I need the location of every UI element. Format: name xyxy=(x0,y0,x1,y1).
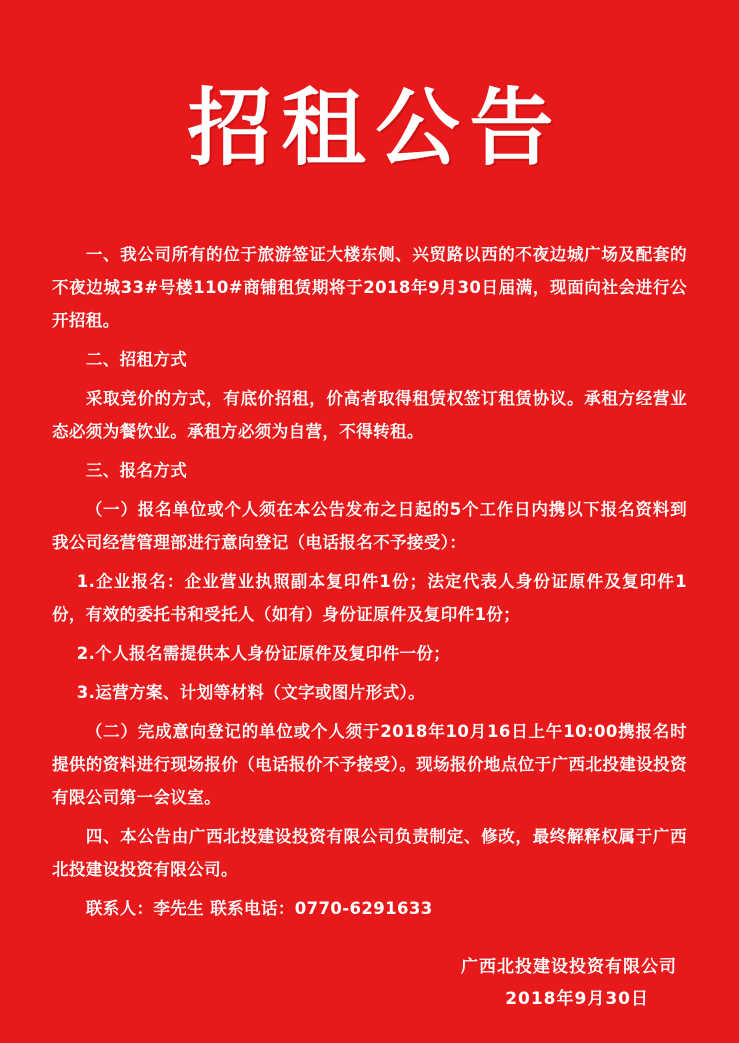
paragraph-7-item2: 2.个人报名需提供本人身份证原件及复印件一份； xyxy=(76,644,451,663)
announcement-body xyxy=(52,238,687,925)
paragraph-4-heading: 三、报名方式 xyxy=(85,461,188,480)
paragraph-10: 四、本公告由广西北投建设投资有限公司负责制定、修改，最终解释权属于广西北投建设投资有限公司。 xyxy=(52,827,687,879)
paragraph-9: （二）完成意向登记的单位或个人须于2018年10月16日上午10:00携报名时提供的资料进行现场报价（电话报价不予接受）。现场报价地点位于广西北投建设投资有限公司第一会议室。 xyxy=(52,722,687,807)
paragraph-6-item1: 1.企业报名：企业营业执照副本复印件1份；法定代表人身份证原件及复印件1份，有效的委托书和受托人（如有）身份证原件及复印件1份； xyxy=(52,572,687,624)
paragraph-5: （一）报名单位或个人须在本公告发布之日起的5个工作日内携以下报名资料到我公司经营管理部进行意向登记（电话报名不予接受）： xyxy=(52,500,687,552)
paragraph-3: 采取竞价的方式，有底价招租，价高者取得租赁权签订租赁协议。承租方经营业态必须为餐饮业。承租方必须为自营，不得转租。 xyxy=(52,389,687,441)
contact-line: 联系人：李先生 联系电话：0770-6291633 xyxy=(85,899,433,918)
paragraph-8-item3: 3.运营方案、计划等材料（文字或图片形式）。 xyxy=(76,683,426,702)
paragraph-2-heading: 二、招租方式 xyxy=(85,350,188,369)
paragraph-1: 一、我公司所有的位于旅游签证大楼东侧、兴贸路以西的不夜边城广场及配套的不夜边城33#号楼110#商铺租赁期将于2018年9月30日届满，现面向社会进行公开招租。 xyxy=(52,245,687,330)
signature-company: 广西北投建设投资有限公司 xyxy=(461,957,677,977)
signature-block xyxy=(0,951,687,1015)
page-title: 招租公告 xyxy=(187,78,564,177)
signature-date: 2018年9月30日 xyxy=(505,989,649,1009)
